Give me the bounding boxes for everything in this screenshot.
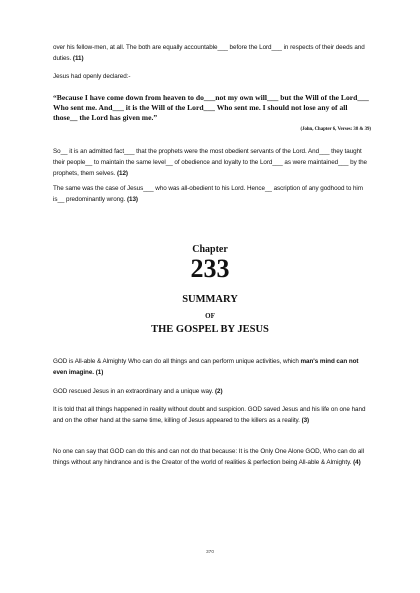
paragraph-text: GOD rescued Jesus in an extraordinary and a unique way. — [53, 388, 214, 395]
page-number: 370 — [205, 550, 214, 555]
paragraph-text: GOD is All-able & Almighty Who can do all things and can perform unique activities, which — [53, 358, 299, 365]
intro-paragraph-1 — [53, 42, 371, 64]
chapter-heading-summary: SUMMARY — [182, 294, 238, 305]
paragraph-text: Jesus had openly declared:- — [53, 73, 131, 80]
paragraph-text: So__ it is an admitted fact___ that the prophets were the most obedient servants of the Lord. And___ they taught their people__ to maintain the same level__ of obedience and loyalty to the Lord___ as were maintained___ by the prophets, them selves. — [53, 148, 368, 177]
paragraph-emphasis: man's mind can not even imagine. — [53, 358, 359, 376]
paragraph-text: No one can say that GOD can do this and can not do that because: It is the Only One Alone GOD, Who can do all things without any hindrance and is the Creator of the world of realities & perfection being All-able & Almighty. — [53, 448, 364, 466]
summary-paragraph-2 — [53, 386, 371, 397]
quote-citation: (John, Chapter 6, Verses: 38 & 39) — [300, 127, 371, 132]
summary-paragraph-1 — [53, 356, 371, 378]
body-paragraph-3 — [53, 146, 371, 179]
summary-paragraph-3 — [53, 404, 371, 426]
scripture-quote — [53, 93, 371, 123]
footnote-ref: (4) — [353, 459, 361, 466]
paragraph-text: over his fellow-men, at all. The both are equally accountable___ before the Lord___ in respects of their deeds and duties. — [53, 44, 365, 62]
footnote-ref: (2) — [214, 388, 223, 395]
quote-text: “Because I have come down from heaven to do___not my own will___ but the Will of the Lord___ Who sent me. And___ it is the Will of the Lord___ Who sent me. I should not lose any of all those__ the Lord has given me.” — [53, 93, 369, 122]
footnote-ref: (11) — [72, 55, 84, 62]
footnote-ref: (13) — [126, 196, 138, 203]
paragraph-text: The same was the case of Jesus___ who was all-obedient to his Lord. Hence__ ascription of any godhood to him is__ predominantly wrong. — [53, 185, 363, 203]
intro-paragraph-2 — [53, 71, 371, 82]
chapter-number: 233 — [190, 254, 230, 283]
chapter-label: Chapter — [192, 244, 228, 255]
footnote-ref: (3) — [301, 417, 310, 424]
body-paragraph-4 — [53, 183, 371, 205]
summary-paragraph-4 — [53, 446, 371, 468]
footnote-ref: (12) — [116, 170, 128, 177]
chapter-heading-gospel: THE GOSPEL BY JESUS — [151, 324, 269, 335]
footnote-ref: (1) — [95, 369, 104, 376]
paragraph-text: It is told that all things happened in reality without doubt and suspicion. GOD saved Jesus and his life on one hand and on the other hand at the same time, killing of Jesus appeared to the killers as a reality. — [53, 406, 366, 424]
chapter-heading-of: OF — [205, 312, 215, 320]
